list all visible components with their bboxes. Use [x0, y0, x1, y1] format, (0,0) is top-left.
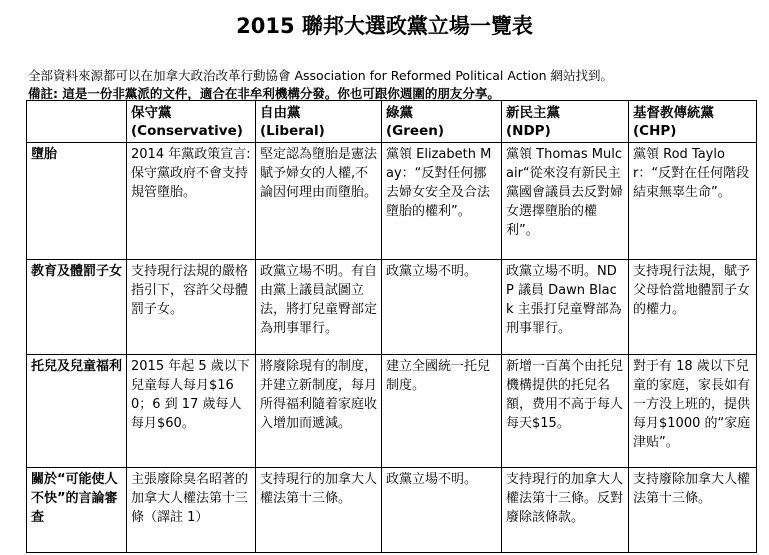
- table-cell: 堅定認為墮胎是憲法賦予婦女的人權,不論因何理由而墮胎。: [256, 143, 382, 260]
- source-note: 全部資料來源都可以在加拿大政治改革行動協會 Association for Reformed Political Action 網站找到。: [28, 68, 613, 83]
- table-row: [27, 468, 757, 553]
- header-conservative: [127, 101, 256, 143]
- table-cell: 政黨立場不明。: [382, 260, 502, 355]
- header-label-line: (NDP): [506, 123, 551, 139]
- table-cell: 主張廢除臭名昭著的加拿大人權法第十三條（譯註 1）: [127, 468, 256, 553]
- table-cell: 政黨立場不明。: [382, 468, 502, 553]
- table-row: [27, 355, 757, 468]
- header-label-line: 自由黨: [260, 105, 301, 121]
- header-label-line: (Conservative): [131, 123, 243, 139]
- row-topic: 教育及體罰子女: [27, 260, 127, 355]
- table-cell: 支持現行法規，賦予父母恰當地體罰子女的權力。: [629, 260, 757, 355]
- header-label-line: 保守黨: [131, 105, 172, 121]
- header-label-line: 基督教傳統黨: [633, 105, 714, 121]
- table-cell: 政黨立場不明。NDP 議員 Dawn Black 主張打兒童臀部為刑事罪行。: [502, 260, 629, 355]
- header-label-line: (Green): [386, 123, 445, 139]
- header-ndp: [502, 101, 629, 143]
- table-cell: 對于有 18 歲以下兒童的家庭，家長如有一方没上班的，提供每月$1000 的“家庭津贴”。: [629, 355, 757, 468]
- header-label-line: 新民主黨: [506, 105, 560, 121]
- header-label-line: (CHP): [633, 123, 677, 139]
- header-green: [382, 101, 502, 143]
- table-cell: 黨領 Elizabeth May：“反對任何挪去婦女安全及合法墮胎的權利”。: [382, 143, 502, 260]
- table-cell: 建立全國統一托兒制度。: [382, 355, 502, 468]
- table-cell: 支持現行的加拿大人權法第十三條。: [256, 468, 382, 553]
- table-cell: 黨領 Rod Taylor：“反對在任何階段結束無辜生命”。: [629, 143, 757, 260]
- header-chp: [629, 101, 757, 143]
- row-topic: 托兒及兒童福利: [27, 355, 127, 468]
- remark-note: 備註: 這是一份非黨派的文件，適合在非牟利機構分發。你也可跟你週圍的朋友分享。: [28, 86, 500, 101]
- header-label-line: (Liberal): [260, 123, 325, 139]
- table-row: [27, 260, 757, 355]
- table-cell: 支持現行法規的嚴格指引下，容許父母體罰子女。: [127, 260, 256, 355]
- table-header-row: [27, 101, 757, 143]
- header-label-line: 綠黨: [386, 105, 413, 121]
- party-positions-table: [26, 100, 757, 553]
- table-cell: 新增一百萬个由托兒機構提供的托兒名額，费用不高于每人每天$15。: [502, 355, 629, 468]
- table-cell: 將廢除現有的制度，并建立新制度，每月所得福利隨着家庭收入增加而遞減。: [256, 355, 382, 468]
- table-cell: 黨領 Thomas Mulcair“從來沒有新民主黨國會議員去反對婦女選擇墮胎的權利”。: [502, 143, 629, 260]
- table-cell: 政黨立場不明。有自由黨上議員試圖立法，將打兒童臀部定為刑事罪行。: [256, 260, 382, 355]
- row-topic: 墮胎: [27, 143, 127, 260]
- table-cell: 支持現行的加拿大人權法第十三條。反對廢除該條款。: [502, 468, 629, 553]
- table-cell: 2015 年起 5 歲以下兒童每人每月$160；6 到 17 歲每人每月$60。: [127, 355, 256, 468]
- table-row: [27, 143, 757, 260]
- page-title: 2015 聯邦大選政黨立場一覽表: [236, 14, 533, 38]
- header-liberal: [256, 101, 382, 143]
- row-topic: 關於“可能使人不快”的言論審查: [27, 468, 127, 553]
- header-empty: [27, 101, 127, 143]
- table-cell: 支持廢除加拿大人權法第十三條。: [629, 468, 757, 553]
- table-cell: 2014 年黨政策宣言:保守黨政府不會支持規管墮胎。: [127, 143, 256, 260]
